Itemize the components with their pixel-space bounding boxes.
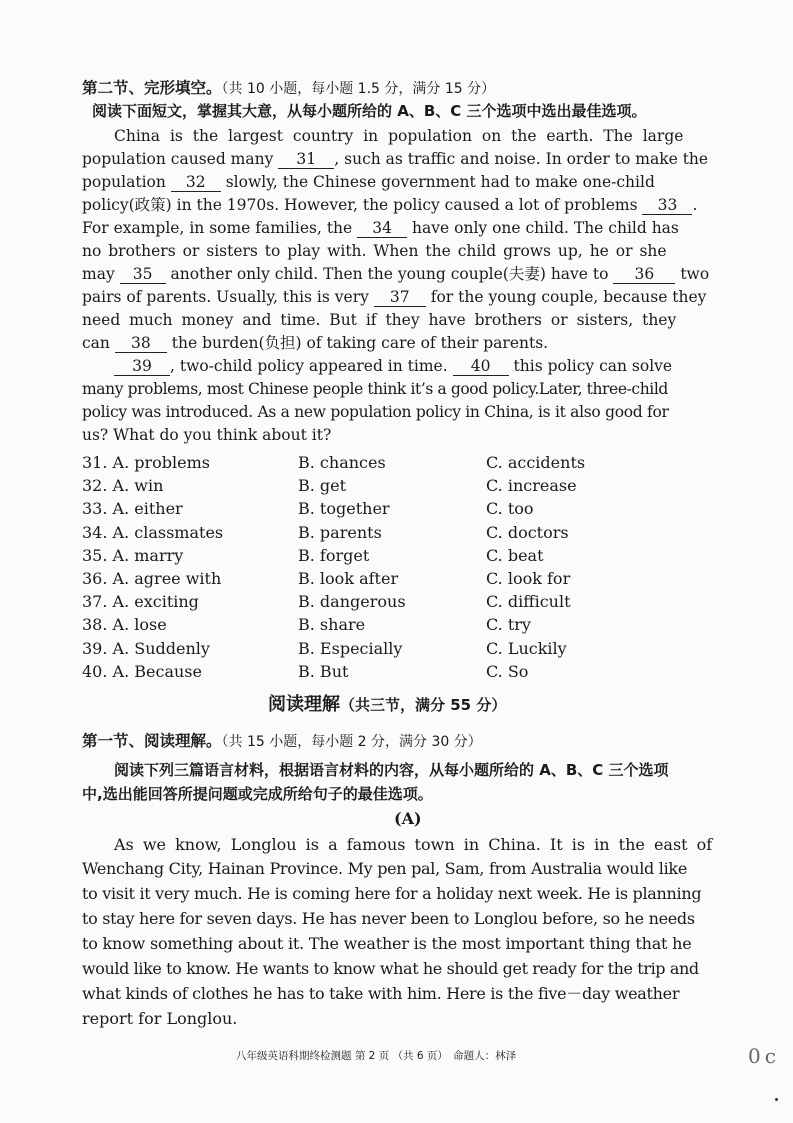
section2-header xyxy=(82,77,495,100)
passage-line-11: 39 , two-child policy appeared in time. 40 this policy can solve xyxy=(114,355,672,377)
passage-line-1: China is the largest country in population on the earth. The large xyxy=(114,127,684,145)
passage-line-13: policy was introduced. As a new population policy in China, is it also good for xyxy=(82,403,669,421)
option-37-b: B. dangerous xyxy=(298,592,406,612)
option-38-c: C. try xyxy=(486,615,531,635)
option-34-b: B. parents xyxy=(298,522,382,542)
option-39-b: B. Especially xyxy=(298,638,403,658)
reading-line-6: would like to know. He wants to know what he should get ready for the trip and xyxy=(82,959,699,978)
passage-line-8: pairs of parents. Usually, this is very 37 for the young couple, because they xyxy=(82,288,707,306)
corner-mark: 0c xyxy=(748,1044,780,1068)
blank-36: 36 xyxy=(613,265,675,284)
option-33-a: 33. A. either xyxy=(82,499,183,519)
option-39-a: 39. A. Suddenly xyxy=(82,638,210,658)
scan-dot xyxy=(775,1098,778,1101)
option-33-b: B. together xyxy=(298,499,390,519)
blank-37: 37 xyxy=(374,288,426,307)
section2-title: 第二节、完形填空。 xyxy=(82,79,222,97)
option-34-a: 34. A. classmates xyxy=(82,522,224,542)
option-37-a: 37. A. exciting xyxy=(82,592,199,612)
option-31-a: 31. A. problems xyxy=(82,453,210,472)
reading-line-5: to know something about it. The weather is the most important thing that he xyxy=(82,934,692,953)
option-32-c: C. increase xyxy=(486,476,577,496)
option-32-a: 32. A. win xyxy=(82,476,164,496)
reading-line-7: what kinds of clothes he has to take with him. Here is the five－day weather xyxy=(82,984,680,1003)
blank-38: 38 xyxy=(115,334,167,353)
blank-39: 39 xyxy=(114,357,170,376)
blank-33: 33 xyxy=(642,196,692,215)
option-36-c: C. look for xyxy=(486,569,571,588)
option-40-a: 40. A. Because xyxy=(82,661,202,681)
option-34-c: C. doctors xyxy=(486,522,569,542)
option-39-c: C. Luckily xyxy=(486,638,567,658)
option-40-b: B. But xyxy=(298,661,349,681)
reading-sub-note: （共 15 小题，每小题 2 分，满分 30 分） xyxy=(221,734,482,750)
reading-line-2: Wenchang City, Hainan Province. My pen pal, Sam, from Australia would like xyxy=(82,859,687,878)
reading-heading-title: 阅读理解 xyxy=(268,694,340,715)
option-35-a: 35. A. marry xyxy=(82,545,184,565)
passage-line-12: many problems, most Chinese people think it’s a good policy.Later, three-child xyxy=(82,380,668,398)
reading-line-3: to visit it very much. He is coming here for a holiday next week. He is planning xyxy=(82,884,702,903)
reading-sub-title: 第一节、阅读理解。 xyxy=(82,732,222,750)
option-36-a: 36. A. agree with xyxy=(82,569,222,588)
passage-line-9: need much money and time. But if they have brothers or sisters, they xyxy=(82,311,677,329)
reading-line-1: As we know, Longlou is a famous town in China. It is in the east of xyxy=(114,835,713,854)
passage-line-14: us? What do you think about it? xyxy=(82,426,332,444)
option-37-c: C. difficult xyxy=(486,592,571,612)
option-35-c: C. beat xyxy=(486,545,544,565)
reading-heading-note: （共三节，满分 55 分） xyxy=(340,696,507,714)
reading-instruction-2: 中,选出能回答所提问题或完成所给句子的最佳选项。 xyxy=(82,785,433,803)
reading-line-4: to stay here for seven days. He has never been to Longlou before, so he needs xyxy=(82,909,695,928)
passage-line-3: population 32 slowly, the Chinese government had to make one-child xyxy=(82,173,655,191)
option-31-c: C. accidents xyxy=(486,453,586,472)
passage-line-2: population caused many 31 , such as traffic and noise. In order to make the xyxy=(82,150,709,168)
option-40-c: C. So xyxy=(486,661,529,681)
passage-line-7: may 35 another only child. Then the young couple(夫妻) have to 36 two xyxy=(82,265,710,283)
reading-instruction-1: 阅读下列三篇语言材料，根据语言材料的内容，从每小题所给的 A、B、C 三个选项 xyxy=(114,761,669,779)
reading-subheader xyxy=(82,730,482,753)
blank-35: 35 xyxy=(120,265,166,284)
option-35-b: B. forget xyxy=(298,545,370,565)
passage-line-4: policy(政策) in the 1970s. However, the policy caused a lot of problems 33 . xyxy=(82,196,698,214)
passage-line-10: can 38 the burden(负担) of taking care of their parents. xyxy=(82,334,549,352)
option-33-c: C. too xyxy=(486,499,534,519)
blank-34: 34 xyxy=(357,219,407,238)
option-38-b: B. share xyxy=(298,615,366,635)
blank-40: 40 xyxy=(453,357,509,376)
blank-32: 32 xyxy=(171,173,221,192)
option-36-b: B. look after xyxy=(298,569,399,588)
blank-31: 31 xyxy=(278,150,334,169)
section2-title-note: （共 10 小题，每小题 1.5 分，满分 15 分） xyxy=(221,81,496,97)
passage-line-5: For example, in some families, the 34 have only one child. The child has xyxy=(82,219,679,237)
option-38-a: 38. A. lose xyxy=(82,615,167,635)
passage-line-6: no brothers or sisters to play with. When the child grows up, he or she xyxy=(82,242,667,260)
section2-instruction: 阅读下面短文，掌握其大意，从每小题所给的 A、B、C 三个选项中选出最佳选项。 xyxy=(92,102,647,120)
option-32-b: B. get xyxy=(298,476,347,496)
reading-line-8: report for Longlou. xyxy=(82,1009,238,1028)
reading-heading xyxy=(268,692,506,718)
part-label: (A) xyxy=(394,809,422,828)
option-31-b: B. chances xyxy=(298,453,386,472)
page-footer: 八年级英语科期终检测题 第 2 页 （共 6 页） 命题人：林泽 xyxy=(236,1050,517,1062)
